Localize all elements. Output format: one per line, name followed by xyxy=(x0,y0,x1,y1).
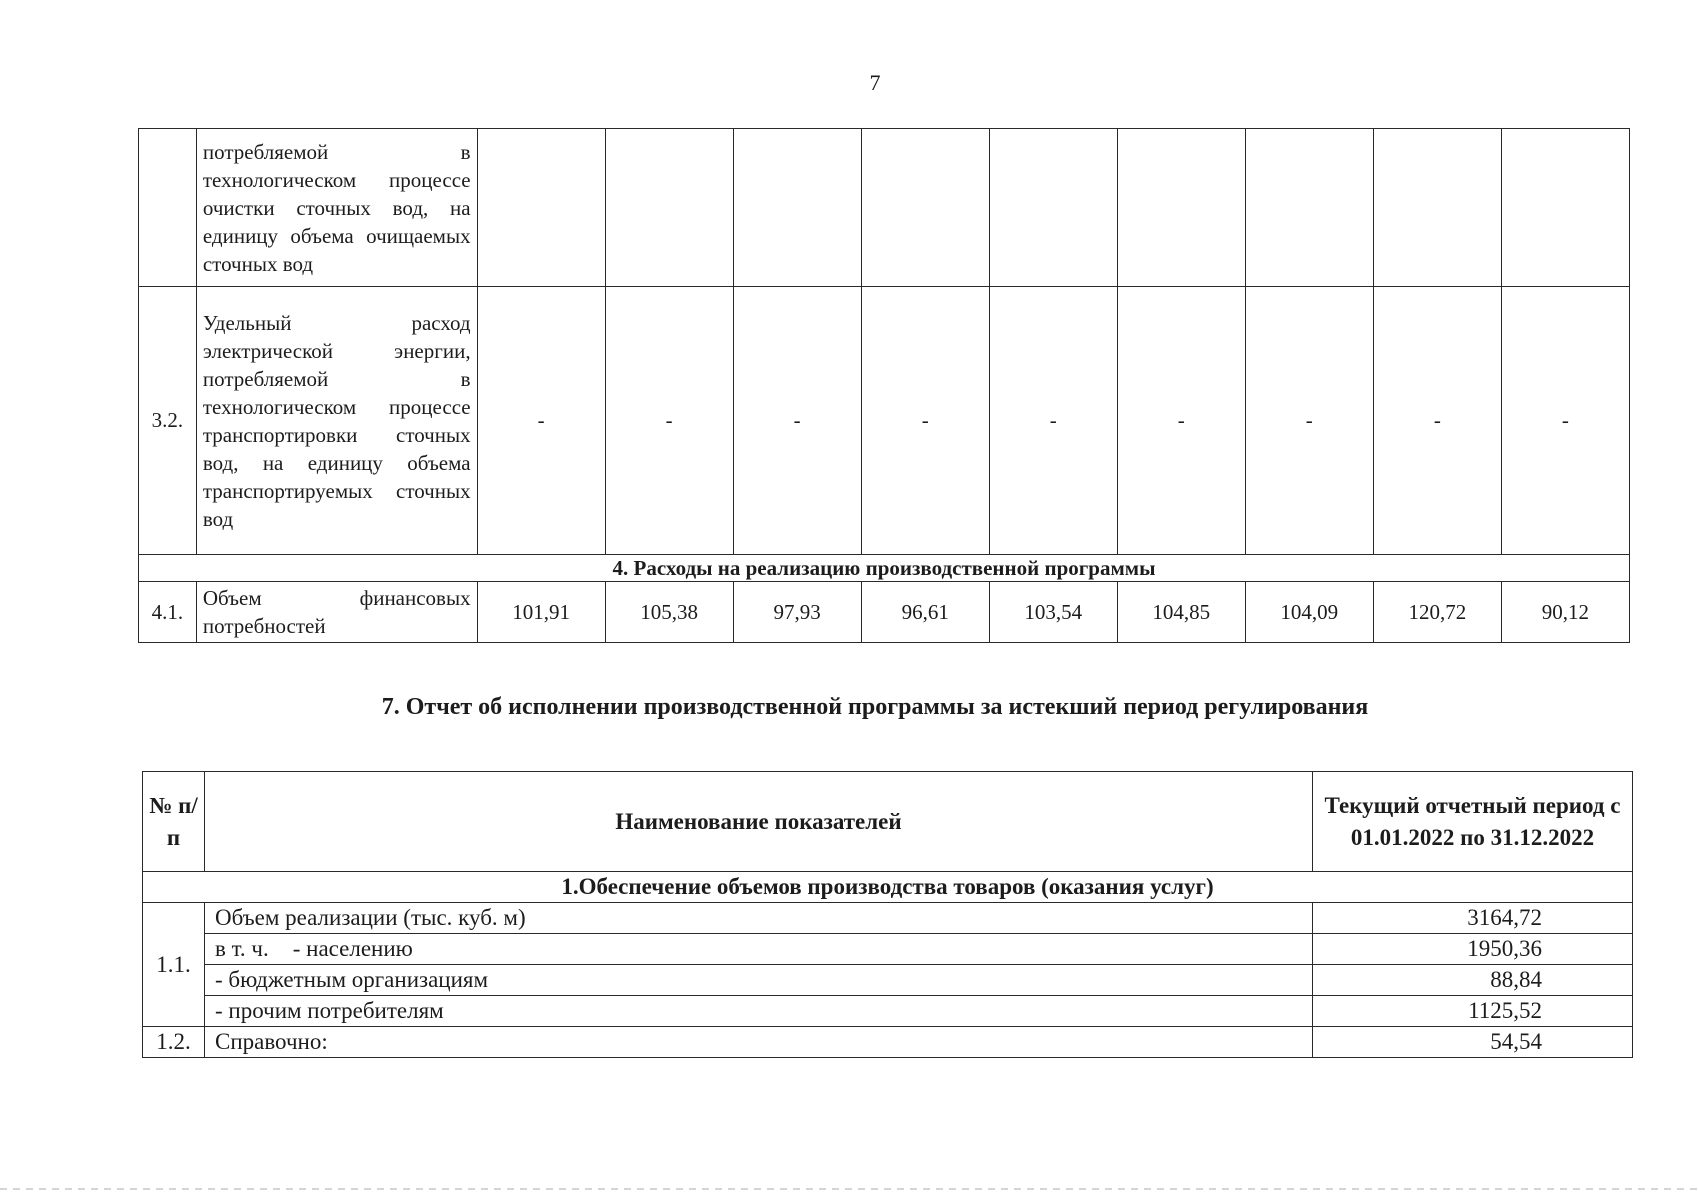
value-cell xyxy=(605,129,733,287)
table-row xyxy=(139,582,1630,643)
report-heading: 7. Отчет об исполнении производственной программы за истекший период регулирования xyxy=(381,694,1369,720)
column-header-name: Наименование показателей xyxy=(205,772,1313,872)
table-row xyxy=(143,934,1633,965)
row-number xyxy=(139,129,197,287)
row-number: 1.1. xyxy=(143,903,205,1027)
indicator-name: потребляемой в технологическом процессе очистки сточных вод, на единицу объема очищаемых сточных вод xyxy=(196,129,477,287)
value-cell: - xyxy=(1501,287,1629,555)
value-cell xyxy=(989,129,1117,287)
table-row xyxy=(143,903,1633,934)
value-cell: 97,93 xyxy=(733,582,861,643)
value-cell: 104,09 xyxy=(1245,582,1373,643)
value-cell xyxy=(1245,129,1373,287)
table-row xyxy=(143,996,1633,1027)
table-row xyxy=(143,1027,1633,1058)
indicator-value: 1125,52 xyxy=(1313,996,1633,1027)
indicator-name: Объем финансовых потребностей xyxy=(196,582,477,643)
indicator-value: 54,54 xyxy=(1313,1027,1633,1058)
value-cell xyxy=(1373,129,1501,287)
indicator-name: Объем реализации (тыс. куб. м) xyxy=(205,903,1313,934)
scan-artifact-line xyxy=(0,1188,1698,1190)
value-cell: - xyxy=(1373,287,1501,555)
section-heading: 4. Расходы на реализацию производственной программы xyxy=(139,555,1630,582)
column-header-period: Текущий отчетный период с 01.01.2022 по 31.12.2022 xyxy=(1313,772,1633,872)
value-cell: 105,38 xyxy=(605,582,733,643)
indicator-name: - прочим потребителям xyxy=(205,996,1313,1027)
section-heading: 1.Обеспечение объемов производства товаров (оказания услуг) xyxy=(143,872,1633,903)
table-row xyxy=(139,129,1630,287)
value-cell: 96,61 xyxy=(861,582,989,643)
value-cell: 104,85 xyxy=(1117,582,1245,643)
report-table xyxy=(142,771,1633,1058)
column-header-number: № п/п xyxy=(143,772,205,872)
value-cell: 120,72 xyxy=(1373,582,1501,643)
value-cell xyxy=(477,129,605,287)
page-number: 7 xyxy=(869,70,881,95)
section-row xyxy=(139,555,1630,582)
value-cell xyxy=(1501,129,1629,287)
value-cell xyxy=(733,129,861,287)
value-cell xyxy=(861,129,989,287)
indicator-name xyxy=(205,934,1313,965)
value-cell: 90,12 xyxy=(1501,582,1629,643)
row-number: 3.2. xyxy=(139,287,197,555)
section-row xyxy=(143,872,1633,903)
subset-prefix: в т. ч. xyxy=(215,936,269,961)
row-number: 4.1. xyxy=(139,582,197,643)
value-cell: - xyxy=(477,287,605,555)
row-number: 1.2. xyxy=(143,1027,205,1058)
value-cell: - xyxy=(1245,287,1373,555)
value-cell: 101,91 xyxy=(477,582,605,643)
value-cell: - xyxy=(1117,287,1245,555)
value-cell: - xyxy=(989,287,1117,555)
indicator-label: - населению xyxy=(292,936,413,961)
value-cell xyxy=(1117,129,1245,287)
indicator-name: - бюджетным организациям xyxy=(205,965,1313,996)
value-cell: - xyxy=(605,287,733,555)
table-row xyxy=(143,965,1633,996)
indicators-table xyxy=(138,128,1630,643)
table-row xyxy=(139,287,1630,555)
header-row xyxy=(143,772,1633,872)
indicator-value: 88,84 xyxy=(1313,965,1633,996)
value-cell: - xyxy=(861,287,989,555)
value-cell: 103,54 xyxy=(989,582,1117,643)
indicator-value: 3164,72 xyxy=(1313,903,1633,934)
indicator-name: Справочно: xyxy=(205,1027,1313,1058)
indicator-value: 1950,36 xyxy=(1313,934,1633,965)
indicator-name: Удельный расход электрической энергии, потребляемой в технологическом процессе транспортировки сточных вод, на единицу объема транспортируемых сточных вод xyxy=(196,287,477,555)
value-cell: - xyxy=(733,287,861,555)
